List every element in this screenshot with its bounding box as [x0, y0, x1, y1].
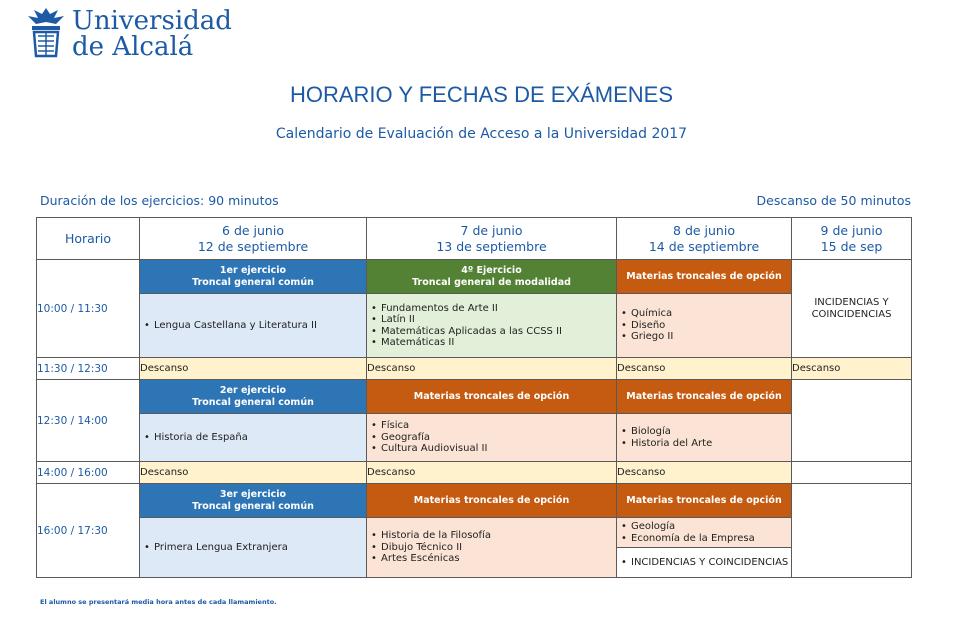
table-row: [37, 484, 912, 518]
subject-item: • INCIDENCIAS Y COINCIDENCIAS: [631, 557, 791, 569]
exam-schedule-table: [36, 217, 912, 578]
rest-cell: Descanso: [140, 462, 367, 484]
table-row: [37, 294, 912, 358]
subject-list-cell: [617, 518, 792, 548]
exercise-header: Materias troncales de opción: [367, 484, 617, 518]
subject-item: • Historia de España: [154, 432, 366, 444]
exercise-number: 2er ejercicio: [219, 384, 287, 396]
header-day1-june: 6 de junio: [222, 222, 284, 238]
time-slot: 10:00 / 11:30: [37, 260, 140, 358]
table-row: [37, 518, 912, 548]
subject-list: [617, 521, 791, 544]
rest-cell: Descanso: [367, 358, 617, 380]
subject-item: • Griego II: [631, 331, 791, 343]
subject-list: [140, 542, 366, 554]
header-horario: Horario: [37, 218, 140, 260]
subject-list-cell: [367, 294, 617, 358]
exercise-header: [140, 380, 367, 414]
subject-item: • Dibujo Técnico II: [381, 542, 616, 554]
header-day1: [140, 218, 367, 260]
exercise-type: Troncal general de modalidad: [412, 276, 571, 288]
header-day3-sept: 14 de septiembre: [648, 238, 760, 254]
incidencias-line2: COINCIDENCIAS: [811, 308, 892, 320]
rest-cell: Descanso: [617, 358, 792, 380]
exercise-header: [140, 484, 367, 518]
time-slot: 14:00 / 16:00: [37, 462, 140, 484]
rest-cell: Descanso: [617, 462, 792, 484]
exercise-type: Troncal general común: [192, 396, 314, 408]
exercise-header: Materias troncales de opción: [617, 380, 792, 414]
subject-list-cell: [617, 414, 792, 462]
subject-list-cell: [140, 294, 367, 358]
subject-list: [617, 308, 791, 343]
exercise-header: Materias troncales de opción: [617, 260, 792, 294]
table-row: [37, 380, 912, 414]
rest-cell: Descanso: [367, 462, 617, 484]
subject-list: [367, 303, 616, 349]
subject-list-cell: [140, 414, 367, 462]
subject-item: • Matemáticas II: [381, 337, 616, 349]
header-day2-june: 7 de junio: [460, 222, 523, 238]
exercise-type: Troncal general común: [192, 276, 314, 288]
university-crest-icon: [24, 6, 68, 60]
exercise-number: 1er ejercicio: [219, 264, 287, 276]
subject-item: • Primera Lengua Extranjera: [154, 542, 366, 554]
exercise-header: Materias troncales de opción: [617, 484, 792, 518]
subject-item: • Lengua Castellana y Literatura II: [154, 320, 366, 332]
table-row: [37, 462, 912, 484]
subject-item: • Física: [381, 420, 616, 432]
subject-item: • Latín II: [381, 314, 616, 326]
page-subtitle: Calendario de Evaluación de Acceso a la Universidad 2017: [275, 126, 688, 142]
subject-item: • Química: [631, 308, 791, 320]
subject-item: • Matemáticas Aplicadas a las CCSS II: [381, 326, 616, 338]
empty-cell: [792, 462, 912, 484]
logo-line2: de Alcalá: [72, 32, 194, 62]
table-row: [37, 260, 912, 294]
subject-list-cell: [367, 518, 617, 578]
header-day4-sept: 15 de sep: [820, 238, 883, 254]
subject-list-cell: [617, 294, 792, 358]
duration-note: Duración de los ejercicios: 90 minutos: [40, 193, 279, 208]
subject-item: • Biología: [631, 426, 791, 438]
empty-cell: [792, 484, 912, 578]
table-row: [37, 358, 912, 380]
subject-list: [367, 530, 616, 565]
rest-cell: Descanso: [792, 358, 912, 380]
exercise-number: 4º Ejercicio: [461, 264, 522, 276]
time-slot: 11:30 / 12:30: [37, 358, 140, 380]
subject-list: [140, 320, 366, 332]
empty-cell: [792, 380, 912, 462]
page-title: HORARIO Y FECHAS DE EXÁMENES: [289, 82, 674, 107]
table-header-row: [37, 218, 912, 260]
subject-item: • Geografía: [381, 432, 616, 444]
subject-item: • Cultura Audiovisual II: [381, 443, 616, 455]
subject-list: [617, 557, 791, 569]
exercise-header: Materias troncales de opción: [367, 380, 617, 414]
time-slot: 16:00 / 17:30: [37, 484, 140, 578]
subject-list: [140, 432, 366, 444]
subject-list-cell: [140, 518, 367, 578]
subject-item: • Artes Escénicas: [381, 553, 616, 565]
header-day2-sept: 13 de septiembre: [436, 238, 547, 254]
subject-item: • Historia de la Filosofía: [381, 530, 616, 542]
header-day3-june: 8 de junio: [673, 222, 735, 238]
incidencias-line1: INCIDENCIAS Y: [814, 296, 889, 308]
subject-list: [617, 426, 791, 449]
subject-list-cell: [367, 414, 617, 462]
exercise-header: [140, 260, 367, 294]
header-day4-june: 9 de junio: [820, 222, 883, 238]
university-name: [72, 8, 232, 60]
subject-item: • Fundamentos de Arte II: [381, 303, 616, 315]
subject-item: • Diseño: [631, 320, 791, 332]
rest-cell: Descanso: [140, 358, 367, 380]
university-logo: [8, 2, 238, 62]
header-day1-sept: 12 de septiembre: [197, 238, 309, 254]
footer-note: El alumno se presentará media hora antes de cada llamamiento.: [40, 598, 277, 606]
header-day4: [792, 218, 912, 260]
exercise-number: 3er ejercicio: [219, 488, 287, 500]
incidencias-cell: [617, 548, 792, 578]
subject-item: • Economía de la Empresa: [631, 533, 791, 545]
exercise-type: Troncal general común: [192, 500, 314, 512]
table-row: [37, 414, 912, 462]
incidencias-cell: [792, 260, 912, 358]
logo-line1: Universidad: [72, 6, 232, 36]
header-day2: [367, 218, 617, 260]
header-day3: [617, 218, 792, 260]
rest-duration-note: Descanso de 50 minutos: [756, 193, 911, 208]
time-slot: 12:30 / 14:00: [37, 380, 140, 462]
subject-list: [367, 420, 616, 455]
subject-item: • Historia del Arte: [631, 438, 791, 450]
exercise-header: [367, 260, 617, 294]
subject-item: • Geología: [631, 521, 791, 533]
